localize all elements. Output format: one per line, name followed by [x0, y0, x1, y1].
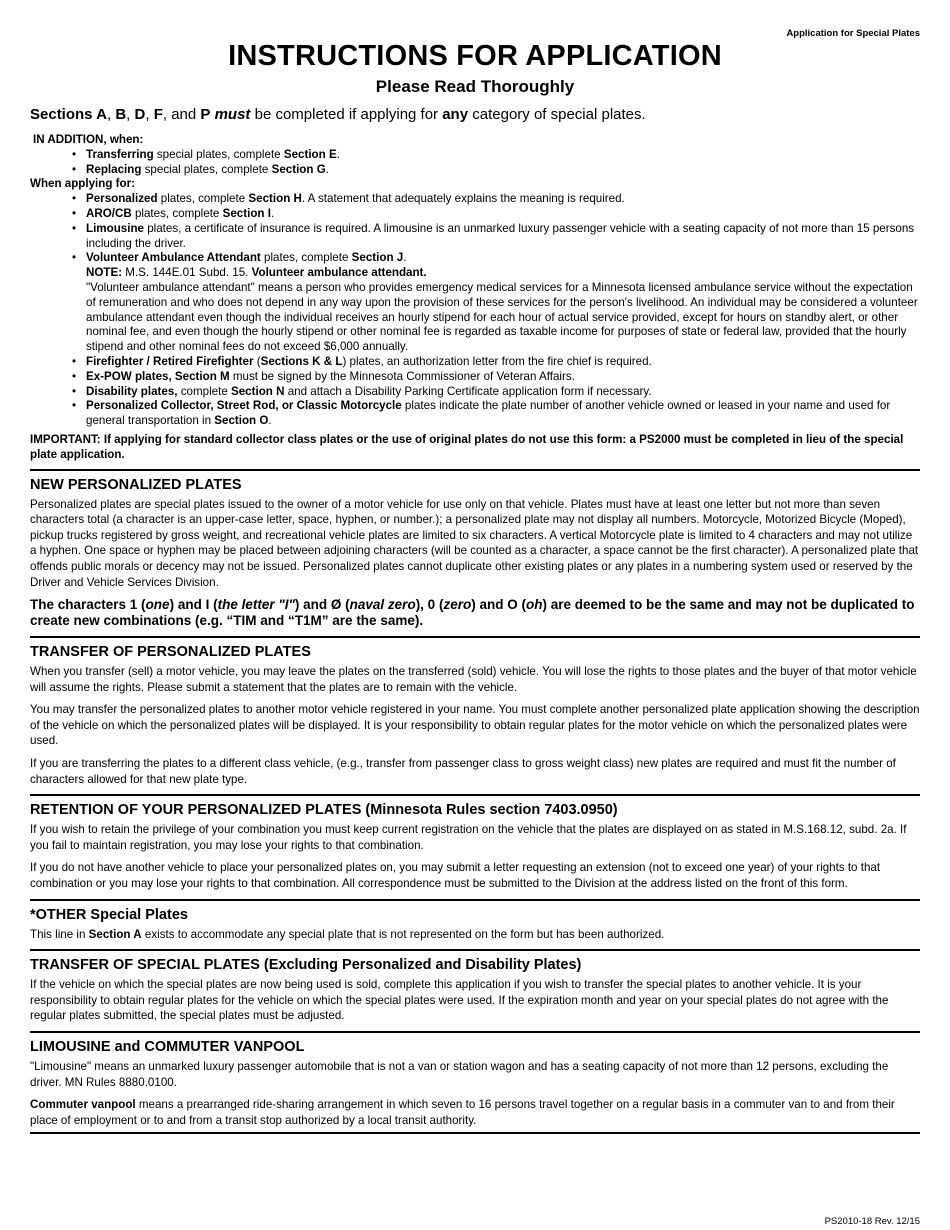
item-end: . A statement that adequately explains the meaning is required. [301, 192, 625, 206]
page-title: INSTRUCTIONS FOR APPLICATION [228, 40, 722, 72]
section-heading: TRANSFER OF SPECIAL PLATES (Excluding Personalized and Disability Plates) [30, 957, 582, 974]
item-text: plates indicate the plate number of another vehicle owned or leased in your name and used for general transportation in [86, 399, 891, 428]
rule-italic: one [145, 597, 170, 613]
rule-text: ), 0 ( [415, 597, 444, 613]
section-paragraph: Personalized plates are special plates issued to the owner of a motor vehicle for use only on that vehicle. Plates must have at least one letter but not more than seven characters total (a character is an upper-case letter, space, hyphen, or number.); a personalized plate may not display all numbers. Motorcycle, Motorized Bicycle (Moped), pickup trucks registered by gross weight, and recreational vehicle plates are limited to six characters. A vertical Motorcycle plate is limited to 4 characters and may not utilize a hyphen. One space or hyphen may be placed between adjoining characters (will be counted as a character, a space cannot be the first character). A personalized plate that offends public morals or decency may not be issued. Personalized plates cannot duplicate other existing plates or any plates in a numbering system used or reserved by the Driver and Vehicle Services Division. [30, 497, 919, 589]
section-ref: Section A [88, 927, 142, 941]
intro-section-f: F [153, 106, 163, 123]
section-new-personalized [30, 469, 920, 630]
intro-comma-2: , [126, 106, 135, 123]
intro-text-3: category of special plates. [468, 106, 646, 123]
section-paragraph [30, 1097, 920, 1128]
bottom-divider [30, 1132, 920, 1134]
item-section: Section G [271, 162, 326, 176]
item-end: . [268, 414, 272, 428]
item-text: plates, a certificate of insurance is required. A limousine is an unmarked luxury passenger vehicle with a seating capacity of not more than 15 persons including the driver. [86, 221, 915, 250]
intro-section-p: P [200, 106, 211, 123]
item-section: Section H [248, 192, 302, 206]
intro-section-b: B [115, 106, 127, 123]
list-item-disability [86, 385, 920, 400]
item-section-2: L [335, 354, 343, 368]
item-end: . [270, 206, 275, 220]
item-end: . [336, 147, 340, 161]
form-number: PS2010-18 Rev. 12/15 [824, 1216, 920, 1227]
when-applying-label: When applying for: [30, 177, 135, 191]
item-bold: Firefighter / Retired Firefighter [86, 354, 254, 368]
item-end: . [403, 251, 407, 265]
form-name-header: Application for Special Plates [786, 28, 920, 39]
item-section: Section I [222, 206, 271, 220]
section-transfer-special [30, 949, 920, 1024]
item-bold: Limousine [86, 221, 144, 235]
intro-section-d: D [134, 106, 146, 123]
intro-section-a: A [96, 106, 107, 123]
rule-italic: the letter "I" [217, 597, 295, 613]
in-addition-list [30, 148, 920, 178]
rule-text: ) are deemed to be the same and may not be duplicated to create new combinations (e.g. “TIM and “T1M” are the same). [30, 597, 915, 629]
paragraph-text: This line in [30, 927, 89, 941]
item-bold: Replacing [86, 162, 142, 176]
section-other-special [30, 899, 920, 943]
section-heading: RETENTION OF YOUR PERSONALIZED PLATES (Minnesota Rules section 7403.0950) [30, 802, 618, 819]
item-bold: Transferring [86, 147, 154, 161]
rule-italic: naval zero [349, 597, 416, 613]
rule-text: ) and I ( [169, 597, 218, 613]
rule-text: ) and Ø ( [294, 597, 350, 613]
item-amp: & [320, 354, 336, 368]
item-section: Sections K [260, 354, 321, 368]
section-heading: *OTHER Special Plates [30, 906, 188, 923]
when-applying-list [30, 192, 920, 429]
list-item [86, 163, 920, 178]
section-paragraph: If you are transferring the plates to a different class vehicle, (e.g., transfer from passenger class to gross weight class) new plates are required and must fit the number of characters allowed for that new plate type. [30, 757, 896, 786]
item-text: ( [253, 354, 261, 368]
item-text: plates, complete [260, 251, 352, 265]
in-addition-label: IN ADDITION, when: [33, 133, 144, 146]
section-retention [30, 794, 920, 891]
item-bold: Personalized Collector, Street Rod, or Classic Motorcycle [86, 399, 402, 413]
rule-italic: zero [443, 597, 472, 613]
item-bold: ARO/CB [86, 206, 132, 220]
section-paragraph: You may transfer the personalized plates to another motor vehicle registered in your name. You must complete another personalized plate application showing the description of the vehicle on which the personalized plates will be displayed. It is your responsibility to obtain regular plates for the motor vehicle on which the personalized plates were used. [30, 703, 920, 748]
list-item-limousine [86, 222, 920, 252]
intro-sections-label: Sections [30, 106, 97, 123]
list-item [86, 148, 920, 163]
rule-text: ) and O ( [471, 597, 526, 613]
item-text: complete [177, 384, 231, 398]
section-limousine-vanpool [30, 1031, 920, 1128]
instructions-page [30, 0, 920, 1134]
paragraph-text: exists to accommodate any special plate that is not represented on the form but has been authorized. [141, 927, 665, 941]
item-bold: Disability plates, [86, 384, 178, 398]
note-label: NOTE: [86, 266, 123, 280]
section-paragraph: If you wish to retain the privilege of your combination you must keep current registration on the vehicle that the plates are displayed on as stated in M.S.168.12, subd. 2a. If you fail to maintain registration, you may lose your rights to that combination. [30, 823, 907, 852]
item-section: Section J [351, 251, 404, 265]
section-paragraph: If the vehicle on which the special plates are now being used is sold, complete this application if you wish to transfer the special plates to another vehicle. It is your responsibility to obtain regular plates for the vehicle on which the special plates were used. If the expiration month and year on your special plates do not agree with the regular plates submitted, the special plates must be adjusted. [30, 978, 889, 1023]
intro-comma-3: , [145, 106, 154, 123]
note-text: M.S. 144E.01 Subd. 15. [122, 266, 252, 280]
list-item-firefighter [86, 355, 920, 370]
intro-any: any [442, 106, 469, 123]
item-bold: Ex-POW plates, Section M [86, 369, 230, 383]
page-subtitle: Please Read Thoroughly [375, 77, 575, 96]
section-paragraph [30, 927, 920, 943]
item-text: must be signed by the Minnesota Commissioner of Veteran Affairs. [229, 369, 575, 383]
intro-and: , and [162, 106, 201, 123]
item-section: Section E [283, 147, 337, 161]
item-end: and attach a Disability Parking Certificate application form if necessary. [284, 384, 652, 398]
characters-rule [30, 597, 920, 629]
list-item-personalized [86, 192, 920, 207]
item-text: plates, complete [131, 206, 223, 220]
section-paragraph: When you transfer (sell) a motor vehicle, you may leave the plates on the transferred (sold) vehicle. You will lose the rights to those plates and the buyer of that motor vehicle will assume the rights. Please submit a statement that the plates are to remain with the vehicle. [30, 665, 917, 694]
note-bold: Volunteer ambulance attendant. [251, 266, 427, 280]
item-end: . [325, 162, 329, 176]
list-item-expow [86, 370, 920, 385]
vaa-definition: "Volunteer ambulance attendant" means a person who provides emergency medical services for a Minnesota licensed ambulance service without the expectation of remuneration and who does not depend in any way upon the provision of these services for the person's livelihood. An individual may be considered a volunteer ambulance attendant even though the individual receives an hourly stipend for each hour of actual service provided, except for hours on standby alert, or other nominal fee, and even though the hourly stipend or other nominal fee is regarded as taxable income for purposes of state or federal law, provided that the hourly stipend and other nominal fees do not exceed $6,000 annually. [86, 280, 918, 354]
section-paragraph: If you do not have another vehicle to place your personalized plates on, you may submit a letter requesting an extension (not to exceed one year) of your rights to that combination or you may lose your rights to that combination. All correspondence must be submitted to the Division at the address listed on the front of this form. [30, 861, 881, 891]
list-item-collector [86, 399, 920, 429]
intro-must: must [214, 106, 251, 123]
item-section: Section O [214, 414, 269, 428]
section-heading: LIMOUSINE and COMMUTER VANPOOL [30, 1039, 305, 1055]
item-bold: Personalized [86, 192, 158, 206]
section-heading: NEW PERSONALIZED PLATES [30, 476, 242, 493]
list-item-vaa [86, 251, 920, 355]
rule-italic: oh [525, 597, 543, 613]
item-section: Section N [231, 384, 285, 398]
item-text: special plates, complete [153, 147, 284, 161]
section-paragraph: "Limousine" means an unmarked luxury passenger automobile that is not a van or station wagon and has a seating capacity of not more than 12 persons, excluding the driver. MN Rules 8880.0100. [30, 1060, 889, 1089]
section-heading: TRANSFER OF PERSONALIZED PLATES [30, 644, 311, 661]
item-end: ) plates, an authorization letter from the fire chief is required. [342, 354, 652, 368]
section-transfer-personalized [30, 636, 920, 787]
intro-sentence [30, 106, 920, 123]
important-notice: IMPORTANT: If applying for standard collector class plates or the use of original plates do not use this form: a PS2000 must be completed in lieu of the special plate application. [30, 432, 904, 461]
item-bold: Volunteer Ambulance Attendant [86, 251, 261, 265]
intro-text-2: be completed if applying for [250, 106, 443, 123]
paragraph-text: means a prearranged ride-sharing arrangement in which seven to 16 persons travel together on a regular basis in a commuter van to and from their place of employment or to and from a transit stop authorized by a local transit authority. [30, 1098, 895, 1127]
rule-text: The characters 1 ( [30, 597, 146, 613]
intro-comma-1: , [106, 106, 116, 123]
term-bold: Commuter vanpool [30, 1098, 136, 1112]
item-text: special plates, complete [141, 162, 272, 176]
item-text: plates, complete [157, 192, 249, 206]
list-item-aro [86, 207, 920, 222]
requirements-block [30, 133, 920, 463]
